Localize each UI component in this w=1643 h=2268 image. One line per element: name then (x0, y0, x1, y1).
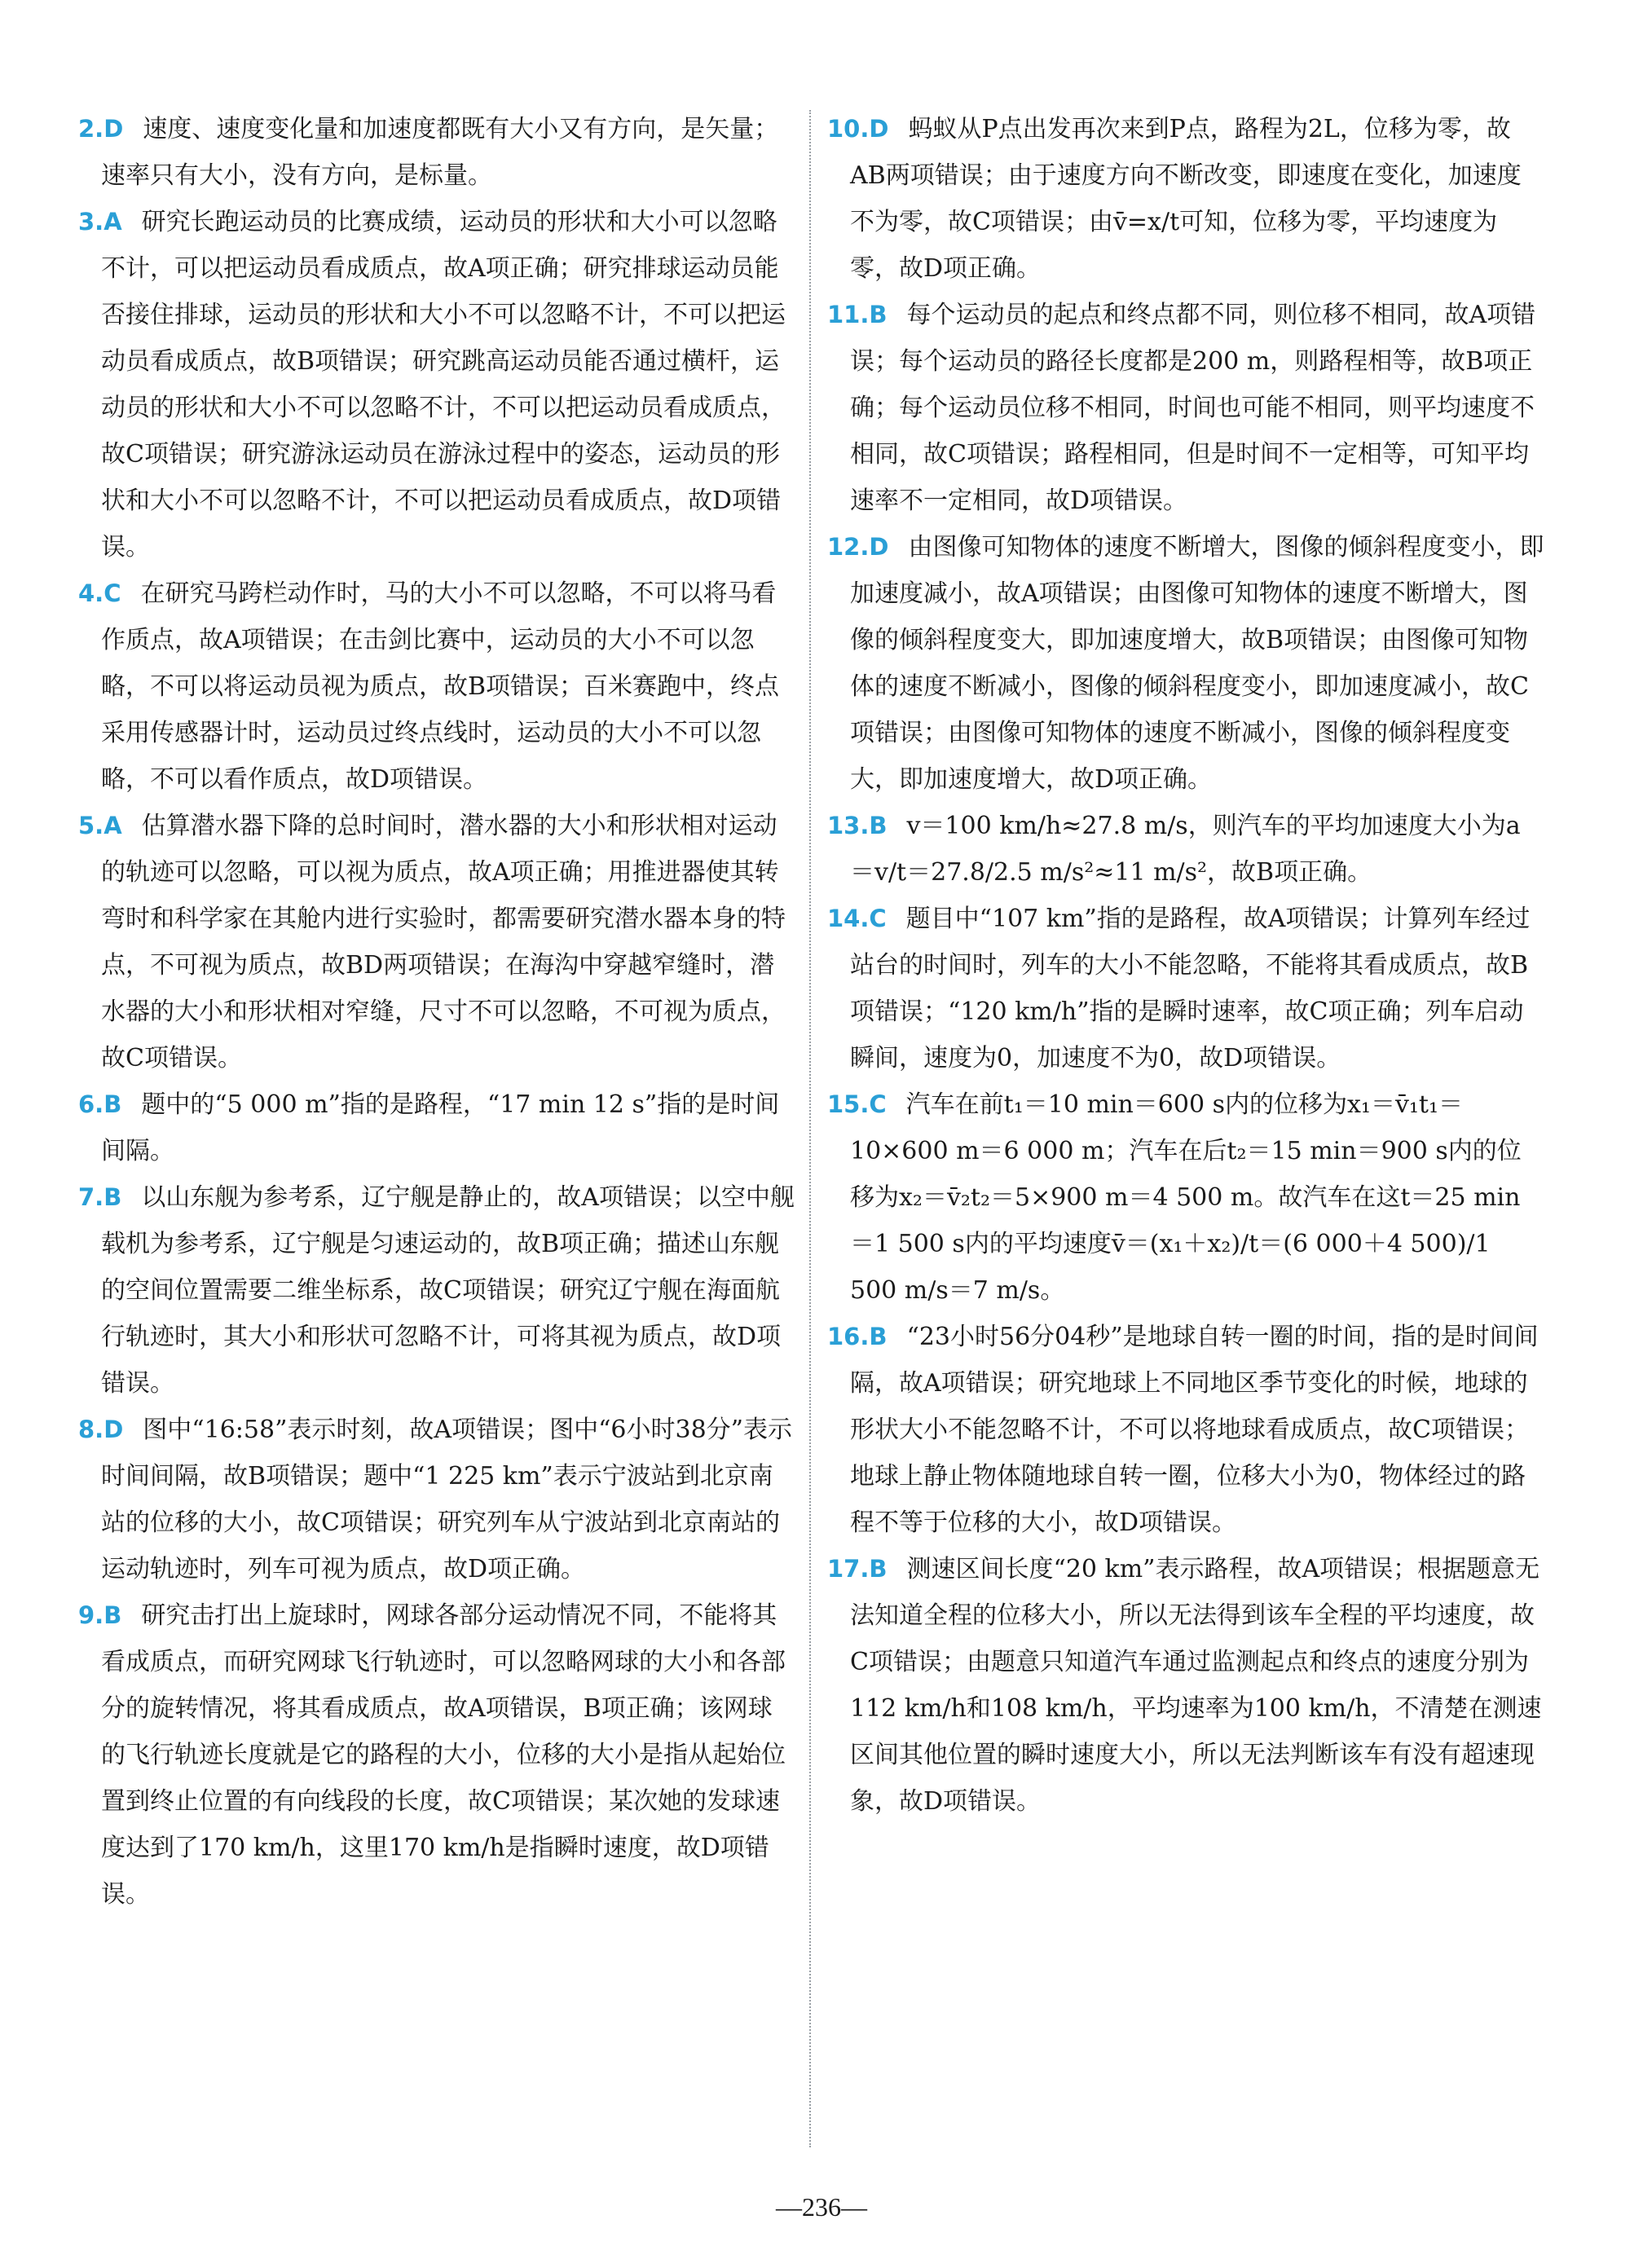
answer-item (78, 1081, 795, 1174)
left-column (78, 106, 795, 1918)
answer-explanation: 由图像可知物体的速度不断增大，图像的倾斜程度变小，即加速度减小，故A项错误；由图像可知物体的速度不断增大，图像的倾斜程度变大，即加速度增大，故B项错误；由图像可知物体的速度不断减小，图像的倾斜程度变小，即加速度减小，故C项错误；由图像可知物体的速度不断减小，图像的倾斜程度变大，即加速度增大，故D项正确。 (850, 533, 1544, 794)
answer-explanation: 研究击打出上旋球时，网球各部分运动情况不同，不能将其看成质点，而研究网球飞行轨迹时，可以忽略网球的大小和各部分的旋转情况，将其看成质点，故A项错误，B项正确；该网球的飞行轨迹长度就是它的路程的大小，位移的大小是指从起始位置到终止位置的有向线段的长度，故C项错误；某次她的发球速度达到了170 km/h，这里170 km/h是指瞬时速度，故D项错误。 (101, 1601, 786, 1909)
answer-item (827, 292, 1544, 524)
answer-number: 10.D (827, 115, 889, 143)
answer-item (827, 803, 1544, 896)
answer-number: 6.B (78, 1090, 122, 1118)
answer-number: 11.B (827, 301, 888, 328)
answer-number: 8.D (78, 1416, 124, 1443)
answer-explanation: 估算潜水器下降的总时间时，潜水器的大小和形状相对运动的轨迹可以忽略，可以视为质点，故A项正确；用推进器使其转弯时和科学家在其舱内进行实验时，都需要研究潜水器本身的特点，不可视为质点，故BD两项错误；在海沟中穿越窄缝时，潜水器的大小和形状相对窄缝，尺寸不可以忽略，不可视为质点，故C项错误。 (101, 812, 786, 1072)
answer-explanation: 每个运动员的起点和终点都不同，则位移不相同，故A项错误；每个运动员的路径长度都是200 m，则路程相等，故B项正确；每个运动员位移不相同，时间也可能不相同，则平均速度不相同，故C项错误；路程相同，但是时间不一定相等，可知平均速率不一定相同，故D项错误。 (850, 301, 1536, 515)
answer-explanation: 研究长跑运动员的比赛成绩，运动员的形状和大小可以忽略不计，可以把运动员看成质点，故A项正确；研究排球运动员能否接住排球，运动员的形状和大小不可以忽略不计，不可以把运动员看成质点，故B项错误；研究跳高运动员能否通过横杆，运动员的形状和大小不可以忽略不计，不可以把运动员看成质点，故C项错误；研究游泳运动员在游泳过程中的姿态，运动员的形状和大小不可以忽略不计，不可以把运动员看成质点，故D项错误。 (101, 208, 786, 561)
answer-explanation: 以山东舰为参考系，辽宁舰是静止的，故A项错误；以空中舰载机为参考系，辽宁舰是匀速运动的，故B项正确；描述山东舰的空间位置需要二维坐标系，故C项错误；研究辽宁舰在海面航行轨迹时，其大小和形状可忽略不计，可将其视为质点，故D项错误。 (101, 1183, 795, 1398)
answer-item (78, 1592, 795, 1918)
answer-number: 16.B (827, 1323, 888, 1350)
answer-explanation: 速度、速度变化量和加速度都既有大小又有方向，是矢量；速率只有大小，没有方向，是标量。 (101, 115, 779, 190)
answer-number: 7.B (78, 1183, 122, 1211)
answer-number: 9.B (78, 1601, 122, 1629)
answer-explanation: 图中“16:58”表示时刻，故A项错误；图中“6小时38分”表示时间间隔，故B项错误；题中“1 225 km”表示宁波站到北京南站的位移的大小，故C项错误；研究列车从宁波站到北京南站的运动轨迹时，列车可视为质点，故D项正确。 (101, 1416, 793, 1583)
right-column (827, 106, 1544, 1825)
answer-explanation: “23小时56分04秒”是地球自转一圈的时间，指的是时间间隔，故A项错误；研究地球上不同地区季节变化的时候，地球的形状大小不能忽略不计，不可以将地球看成质点，故C项错误；地球上静止物体随地球自转一圈，位移大小为0，物体经过的路程不等于位移的大小，故D项错误。 (850, 1323, 1539, 1537)
answer-item (78, 199, 795, 570)
answer-number: 5.A (78, 812, 122, 839)
answer-number: 17.B (827, 1555, 888, 1583)
answer-item (827, 106, 1544, 292)
answer-item (78, 1407, 795, 1592)
page-number: —236— (776, 2192, 867, 2222)
answer-item (827, 1314, 1544, 1546)
answer-number: 14.C (827, 905, 887, 932)
answer-item (78, 803, 795, 1081)
answer-number: 2.D (78, 115, 124, 143)
answer-explanation: v＝100 km/h≈27.8 m/s，则汽车的平均加速度大小为a＝v/t＝27.8/2.5 m/s²≈11 m/s²，故B项正确。 (850, 812, 1521, 887)
answer-item (827, 1081, 1544, 1314)
column-divider (809, 110, 811, 2147)
answer-item (827, 896, 1544, 1081)
answer-item (78, 570, 795, 803)
answer-number: 4.C (78, 579, 121, 607)
answer-number: 3.A (78, 208, 122, 236)
answer-item (78, 1174, 795, 1407)
answer-number: 12.D (827, 533, 889, 561)
answer-explanation: 汽车在前t₁＝10 min＝600 s内的位移为x₁＝v̄₁t₁＝10×600 m＝6 000 m；汽车在后t₂＝15 min＝900 s内的位移为x₂＝v̄₂t₂＝5×900 m＝4 500 m。故汽车在这t＝25 min＝1 500 s内的平均速度v̄＝(x₁＋x₂)/t＝(6 000＋4 500)/1 500 m/s＝7 m/s。 (850, 1090, 1522, 1305)
answer-item (827, 524, 1544, 803)
answer-explanation: 在研究马跨栏动作时，马的大小不可以忽略，不可以将马看作质点，故A项错误；在击剑比赛中，运动员的大小不可以忽略，不可以将运动员视为质点，故B项错误；百米赛跑中，终点采用传感器计时，运动员过终点线时，运动员的大小不可以忽略，不可以看作质点，故D项错误。 (101, 579, 780, 794)
answer-number: 15.C (827, 1090, 887, 1118)
answer-explanation: 题中的“5 000 m”指的是路程，“17 min 12 s”指的是时间间隔。 (101, 1090, 780, 1165)
answer-item (78, 106, 795, 199)
answer-item (827, 1546, 1544, 1825)
answer-explanation: 测速区间长度“20 km”表示路程，故A项错误；根据题意无法知道全程的位移大小，所以无法得到该车全程的平均速度，故C项错误；由题意只知道汽车通过监测起点和终点的速度分别为112 km/h和108 km/h，平均速率为100 km/h，不清楚在测速区间其他位置的瞬时速度大小，所以无法判断该车有没有超速现象，故D项错误。 (850, 1555, 1542, 1816)
answer-explanation: 蚂蚁从P点出发再次来到P点，路程为2L，位移为零，故AB两项错误；由于速度方向不断改变，即速度在变化，加速度不为零，故C项错误；由v̄=x/t可知，位移为零，平均速度为零，故D项正确。 (850, 115, 1522, 283)
answer-explanation: 题目中“107 km”指的是路程，故A项错误；计算列车经过站台的时间时，列车的大小不能忽略，不能将其看成质点，故B项错误；“120 km/h”指的是瞬时速率，故C项正确；列车启动瞬间，速度为0，加速度不为0，故D项错误。 (850, 905, 1531, 1072)
answer-number: 13.B (827, 812, 888, 839)
